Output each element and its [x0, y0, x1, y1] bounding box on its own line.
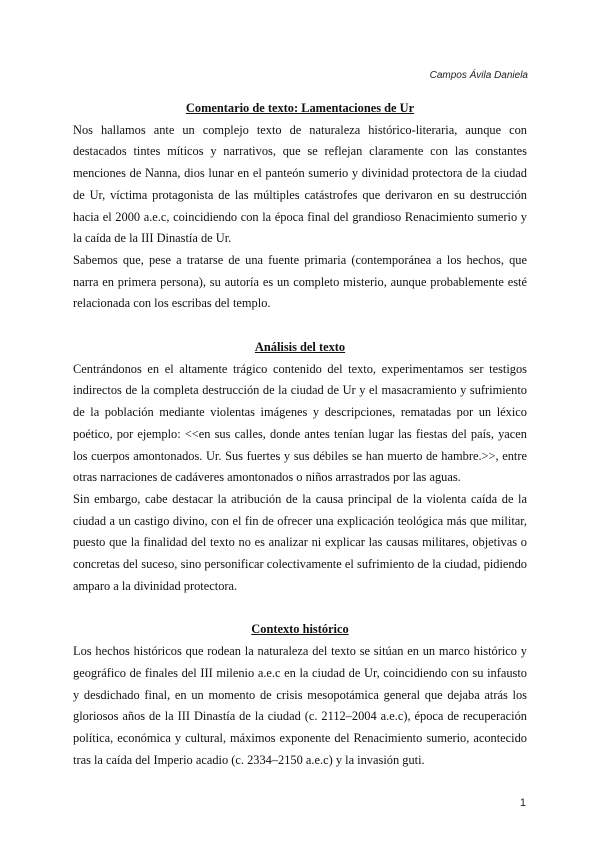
paragraph-analisis-2: Sin embargo, cabe destacar la atribución de la causa principal de la violenta caída de la ciudad a un castigo divino, con el fin de ofrecer una explicación teológica más que militar, puesto que la finalidad del texto no es analizar ni explicar las causas militares, objetivas o concretas del suceso, sino personificar colectivamente el sufrimiento de la ciudad, pidiendo amparo a la divinidad protectora. — [73, 491, 527, 593]
document-body — [73, 98, 527, 771]
paragraph-contexto-1: Los hechos históricos que rodean la naturaleza del texto se sitúan en un marco histórico y geográfico de finales del III milenio a.e.c en la ciudad de Ur, coincidiendo con su infausto y desdichado final, en un momento de crisis mesopotámica general que dejaba atrás los gloriosos años de la III Dinastía de la ciudad (c. 2112–2004 a.e.c), época de recuperación política, económica y cultural, máximos exponente del Renacimiento sumerio, acontecido tras la caída del Imperio acadio (c. 2334–2150 a.e.c) y la invasión guti. — [73, 644, 527, 767]
paragraph-intro-2: Sabemos que, pese a tratarse de una fuente primaria (contemporánea a los hechos, que narra en primera persona), su autoría es un completo misterio, aunque probablemente esté relacionada con los escribas del templo. — [73, 252, 527, 311]
paragraph-analisis-1: Centrándonos en el altamente trágico contenido del texto, experimentamos ser testigos indirectos de la completa destrucción de la ciudad de Ur y el masacramiento y sufrimiento de la población mediante violentas imágenes y descripciones, rematadas por un léxico poético, por ejemplo: <<en sus calles, donde antes tenían lugar las fiestas del país, yacen los cuerpos amontonados. Ur. Sus fuertes y sus débiles se han muerto de hambre.>>, entre otras narraciones de cadáveres amontonados o niños arrastrados por las aguas. — [73, 361, 527, 485]
section-title-comentario: Comentario de texto: Lamentaciones de Ur — [185, 101, 415, 115]
paragraph-intro-1: Nos hallamos ante un complejo texto de naturaleza histórico-literaria, aunque con destacados tintes míticos y narrativos, que se reflejan claramente con las constantes menciones de Nanna, dios lunar en el panteón sumerio y divinidad protectora de la ciudad de Ur, víctima protagonista de las múltiples catástrofes que derivaron en su destrucción hacia el 2000 a.e.c, coincidiendo con la época final del grandioso Renacimiento sumerio y la caída de la III Dinastía de Ur. — [73, 122, 527, 246]
section-title-contexto: Contexto histórico — [251, 622, 349, 637]
author-name: Campos Ávila Daniela — [429, 70, 528, 81]
page-number: 1 — [519, 797, 526, 809]
section-title-analisis: Análisis del texto — [254, 340, 346, 355]
